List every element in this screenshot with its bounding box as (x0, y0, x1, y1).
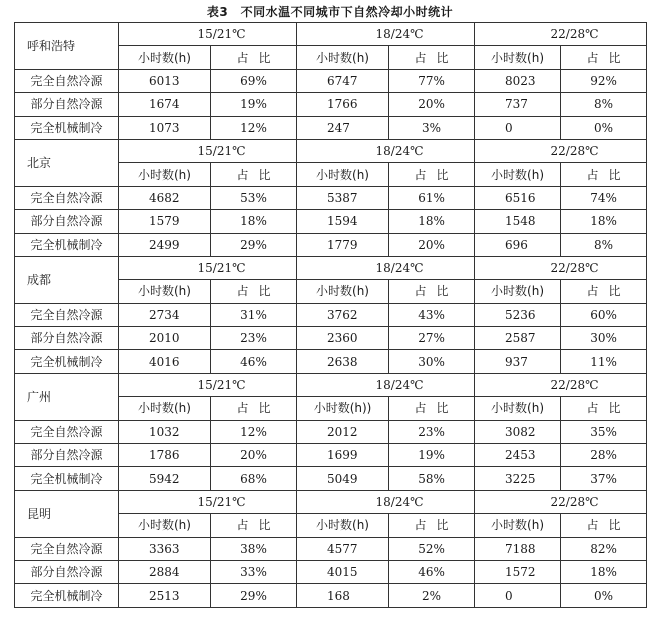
hours-value: 1674 (119, 93, 211, 116)
hours-subheader: 小时数(h) (475, 280, 561, 303)
row-label: 完全自然冷源 (15, 69, 119, 92)
hours-value: 3225 (475, 467, 561, 490)
hours-value: 168 (297, 584, 389, 607)
temperature-header: 15/21℃ (119, 256, 297, 279)
row-label: 完全自然冷源 (15, 303, 119, 326)
percent-value: 19% (389, 444, 475, 467)
percent-value: 2% (389, 584, 475, 607)
city-header-row (15, 373, 647, 396)
percent-subheader: 占比 (211, 397, 297, 420)
percent-subheader: 占比 (389, 46, 475, 69)
percent-value: 27% (389, 327, 475, 350)
table-row (15, 537, 647, 560)
percent-subheader: 占比 (389, 514, 475, 537)
percent-value: 29% (211, 233, 297, 256)
table-row (15, 420, 647, 443)
percent-value: 31% (211, 303, 297, 326)
percent-value: 30% (561, 327, 647, 350)
city-name: 呼和浩特 (15, 23, 119, 70)
hours-value: 0 (475, 116, 561, 139)
temperature-header: 18/24℃ (297, 256, 475, 279)
row-label: 完全自然冷源 (15, 420, 119, 443)
hours-value: 6516 (475, 186, 561, 209)
hours-value: 2012 (297, 420, 389, 443)
hours-value: 937 (475, 350, 561, 373)
percent-value: 23% (389, 420, 475, 443)
hours-value: 247 (297, 116, 389, 139)
table-row (15, 69, 647, 92)
hours-value: 1548 (475, 210, 561, 233)
hours-value: 1594 (297, 210, 389, 233)
city-header-row (15, 139, 647, 162)
table-row (15, 93, 647, 116)
percent-value: 35% (561, 420, 647, 443)
city-name: 北京 (15, 139, 119, 186)
table-row (15, 584, 647, 607)
percent-subheader: 占比 (561, 397, 647, 420)
percent-value: 33% (211, 560, 297, 583)
hours-subheader: 小时数(h) (297, 163, 389, 186)
percent-value: 0% (561, 584, 647, 607)
percent-subheader: 占比 (389, 163, 475, 186)
percent-subheader: 占比 (389, 280, 475, 303)
hours-subheader: 小时数(h) (475, 163, 561, 186)
table-row (15, 444, 647, 467)
percent-value: 58% (389, 467, 475, 490)
hours-value: 5049 (297, 467, 389, 490)
hours-value: 1073 (119, 116, 211, 139)
hours-value: 1766 (297, 93, 389, 116)
temperature-header: 15/21℃ (119, 373, 297, 396)
table-caption: 表3 不同水温不同城市下自然冷却小时统计 (206, 5, 454, 19)
hours-value: 6747 (297, 69, 389, 92)
percent-subheader: 占比 (561, 46, 647, 69)
table-row (15, 303, 647, 326)
percent-value: 12% (211, 116, 297, 139)
hours-value: 1699 (297, 444, 389, 467)
row-label: 部分自然冷源 (15, 210, 119, 233)
hours-value: 3363 (119, 537, 211, 560)
percent-subheader: 占比 (211, 163, 297, 186)
percent-value: 12% (211, 420, 297, 443)
percent-value: 18% (561, 560, 647, 583)
hours-subheader: 小时数(h) (119, 397, 211, 420)
temperature-header: 22/28℃ (475, 373, 647, 396)
temperature-header: 22/28℃ (475, 23, 647, 46)
percent-value: 29% (211, 584, 297, 607)
hours-subheader: 小时数(h) (119, 514, 211, 537)
hours-value: 1779 (297, 233, 389, 256)
hours-subheader: 小时数(h) (119, 163, 211, 186)
table-row (15, 210, 647, 233)
hours-value: 1032 (119, 420, 211, 443)
hours-value: 2638 (297, 350, 389, 373)
percent-value: 60% (561, 303, 647, 326)
percent-value: 74% (561, 186, 647, 209)
temperature-header: 22/28℃ (475, 490, 647, 513)
table-body (15, 23, 647, 608)
percent-subheader: 占比 (211, 514, 297, 537)
row-label: 完全机械制冷 (15, 233, 119, 256)
temperature-header: 15/21℃ (119, 139, 297, 162)
percent-value: 18% (389, 210, 475, 233)
temperature-header: 18/24℃ (297, 139, 475, 162)
city-header-row (15, 256, 647, 279)
hours-value: 2587 (475, 327, 561, 350)
temperature-header: 18/24℃ (297, 490, 475, 513)
hours-subheader: 小时数(h)) (297, 397, 389, 420)
hours-value: 2010 (119, 327, 211, 350)
row-label: 部分自然冷源 (15, 444, 119, 467)
percent-value: 0% (561, 116, 647, 139)
percent-value: 28% (561, 444, 647, 467)
percent-value: 53% (211, 186, 297, 209)
percent-value: 18% (561, 210, 647, 233)
percent-value: 20% (211, 444, 297, 467)
percent-value: 8% (561, 93, 647, 116)
hours-value: 3082 (475, 420, 561, 443)
temperature-header: 18/24℃ (297, 23, 475, 46)
row-label: 完全自然冷源 (15, 186, 119, 209)
table-row (15, 467, 647, 490)
percent-value: 69% (211, 69, 297, 92)
temperature-header: 15/21℃ (119, 23, 297, 46)
percent-value: 52% (389, 537, 475, 560)
row-label: 完全自然冷源 (15, 537, 119, 560)
city-name: 成都 (15, 256, 119, 303)
hours-value: 8023 (475, 69, 561, 92)
hours-value: 5236 (475, 303, 561, 326)
percent-value: 3% (389, 116, 475, 139)
percent-value: 18% (211, 210, 297, 233)
percent-subheader: 占比 (389, 397, 475, 420)
hours-value: 7188 (475, 537, 561, 560)
percent-subheader: 占比 (561, 514, 647, 537)
percent-value: 68% (211, 467, 297, 490)
percent-subheader: 占比 (561, 163, 647, 186)
table-row (15, 233, 647, 256)
percent-value: 19% (211, 93, 297, 116)
percent-value: 92% (561, 69, 647, 92)
hours-subheader: 小时数(h) (475, 46, 561, 69)
hours-subheader: 小时数(h) (297, 46, 389, 69)
percent-value: 82% (561, 537, 647, 560)
hours-value: 2453 (475, 444, 561, 467)
percent-value: 30% (389, 350, 475, 373)
hours-value: 2884 (119, 560, 211, 583)
temperature-header: 22/28℃ (475, 139, 647, 162)
hours-value: 5387 (297, 186, 389, 209)
row-label: 部分自然冷源 (15, 327, 119, 350)
hours-value: 1579 (119, 210, 211, 233)
hours-value: 0 (475, 584, 561, 607)
hours-value: 4016 (119, 350, 211, 373)
hours-value: 5942 (119, 467, 211, 490)
percent-value: 8% (561, 233, 647, 256)
temperature-header: 22/28℃ (475, 256, 647, 279)
row-label: 部分自然冷源 (15, 93, 119, 116)
percent-value: 43% (389, 303, 475, 326)
table-row (15, 350, 647, 373)
city-name: 广州 (15, 373, 119, 420)
hours-value: 2734 (119, 303, 211, 326)
hours-value: 2513 (119, 584, 211, 607)
city-header-row (15, 490, 647, 513)
percent-value: 38% (211, 537, 297, 560)
row-label: 部分自然冷源 (15, 560, 119, 583)
hours-value: 3762 (297, 303, 389, 326)
percent-subheader: 占比 (211, 280, 297, 303)
row-label: 完全机械制冷 (15, 116, 119, 139)
hours-subheader: 小时数(h) (119, 46, 211, 69)
city-name: 昆明 (15, 490, 119, 537)
table-row (15, 186, 647, 209)
hours-subheader: 小时数(h) (475, 397, 561, 420)
statistics-table (14, 22, 647, 608)
percent-value: 11% (561, 350, 647, 373)
hours-value: 6013 (119, 69, 211, 92)
hours-value: 4682 (119, 186, 211, 209)
hours-subheader: 小时数(h) (475, 514, 561, 537)
percent-value: 23% (211, 327, 297, 350)
percent-value: 61% (389, 186, 475, 209)
hours-value: 2360 (297, 327, 389, 350)
percent-value: 77% (389, 69, 475, 92)
percent-value: 20% (389, 93, 475, 116)
row-label: 完全机械制冷 (15, 584, 119, 607)
percent-subheader: 占比 (211, 46, 297, 69)
hours-value: 1572 (475, 560, 561, 583)
temperature-header: 18/24℃ (297, 373, 475, 396)
hours-value: 1786 (119, 444, 211, 467)
percent-value: 46% (211, 350, 297, 373)
percent-subheader: 占比 (561, 280, 647, 303)
temperature-header: 15/21℃ (119, 490, 297, 513)
table-row (15, 560, 647, 583)
row-label: 完全机械制冷 (15, 467, 119, 490)
table-row (15, 327, 647, 350)
hours-subheader: 小时数(h) (297, 514, 389, 537)
percent-value: 20% (389, 233, 475, 256)
hours-value: 2499 (119, 233, 211, 256)
hours-value: 737 (475, 93, 561, 116)
hours-subheader: 小时数(h) (119, 280, 211, 303)
row-label: 完全机械制冷 (15, 350, 119, 373)
table-row (15, 116, 647, 139)
hours-value: 4577 (297, 537, 389, 560)
hours-value: 4015 (297, 560, 389, 583)
hours-subheader: 小时数(h) (297, 280, 389, 303)
hours-value: 696 (475, 233, 561, 256)
percent-value: 46% (389, 560, 475, 583)
percent-value: 37% (561, 467, 647, 490)
city-header-row (15, 23, 647, 46)
